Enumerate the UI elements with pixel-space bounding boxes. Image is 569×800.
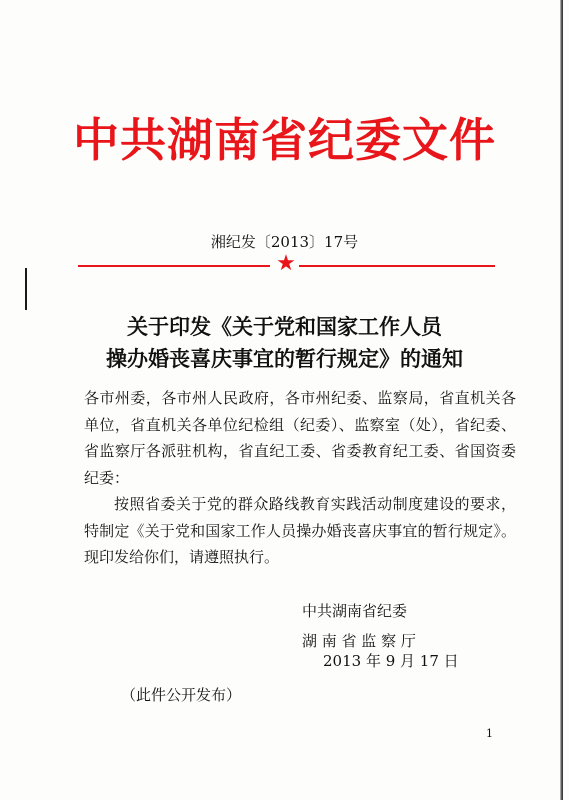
recipients-paragraph: 各市州委，各市州人民政府，各市州纪委、监察局，省直机关各单位，省直机关各单位纪检组（纪委）、监察室（处），省纪委、省监察厅各派驻机构，省直纪工委、省委教育纪工委、省国资委纪委：: [84, 389, 516, 487]
issue-date: 2013 年 9 月 17 日: [323, 652, 459, 670]
signers-block: [302, 596, 416, 656]
document-header-title: 中共湖南省纪委文件: [73, 113, 496, 167]
notice-title-line-2: 操办婚丧喜庆事宜的暂行规定》的通知: [106, 346, 463, 371]
notice-title: [0, 311, 569, 375]
document-number: 湘纪发〔2013〕17号: [210, 233, 359, 251]
binding-mark: [25, 268, 27, 310]
publish-note: （此件公开发布）: [121, 686, 242, 704]
main-paragraph: 按照省委关于党的群众路线教育实践活动制度建设的要求，特制定《关于党和国家工作人员操办婚丧喜庆事宜的暂行规定》。现印发给你们，请遵照执行。: [84, 495, 516, 566]
star-icon: ★: [276, 251, 296, 276]
signer-2: 湖 南 省 监 察 厅: [302, 632, 416, 650]
page-number: 1: [486, 727, 493, 740]
signer-1: 中共湖南省纪委: [302, 602, 408, 620]
notice-title-line-1: 关于印发《关于党和国家工作人员: [127, 314, 442, 339]
red-divider-left: [78, 265, 270, 267]
notice-body: [84, 385, 516, 571]
red-divider-right: [299, 265, 495, 267]
